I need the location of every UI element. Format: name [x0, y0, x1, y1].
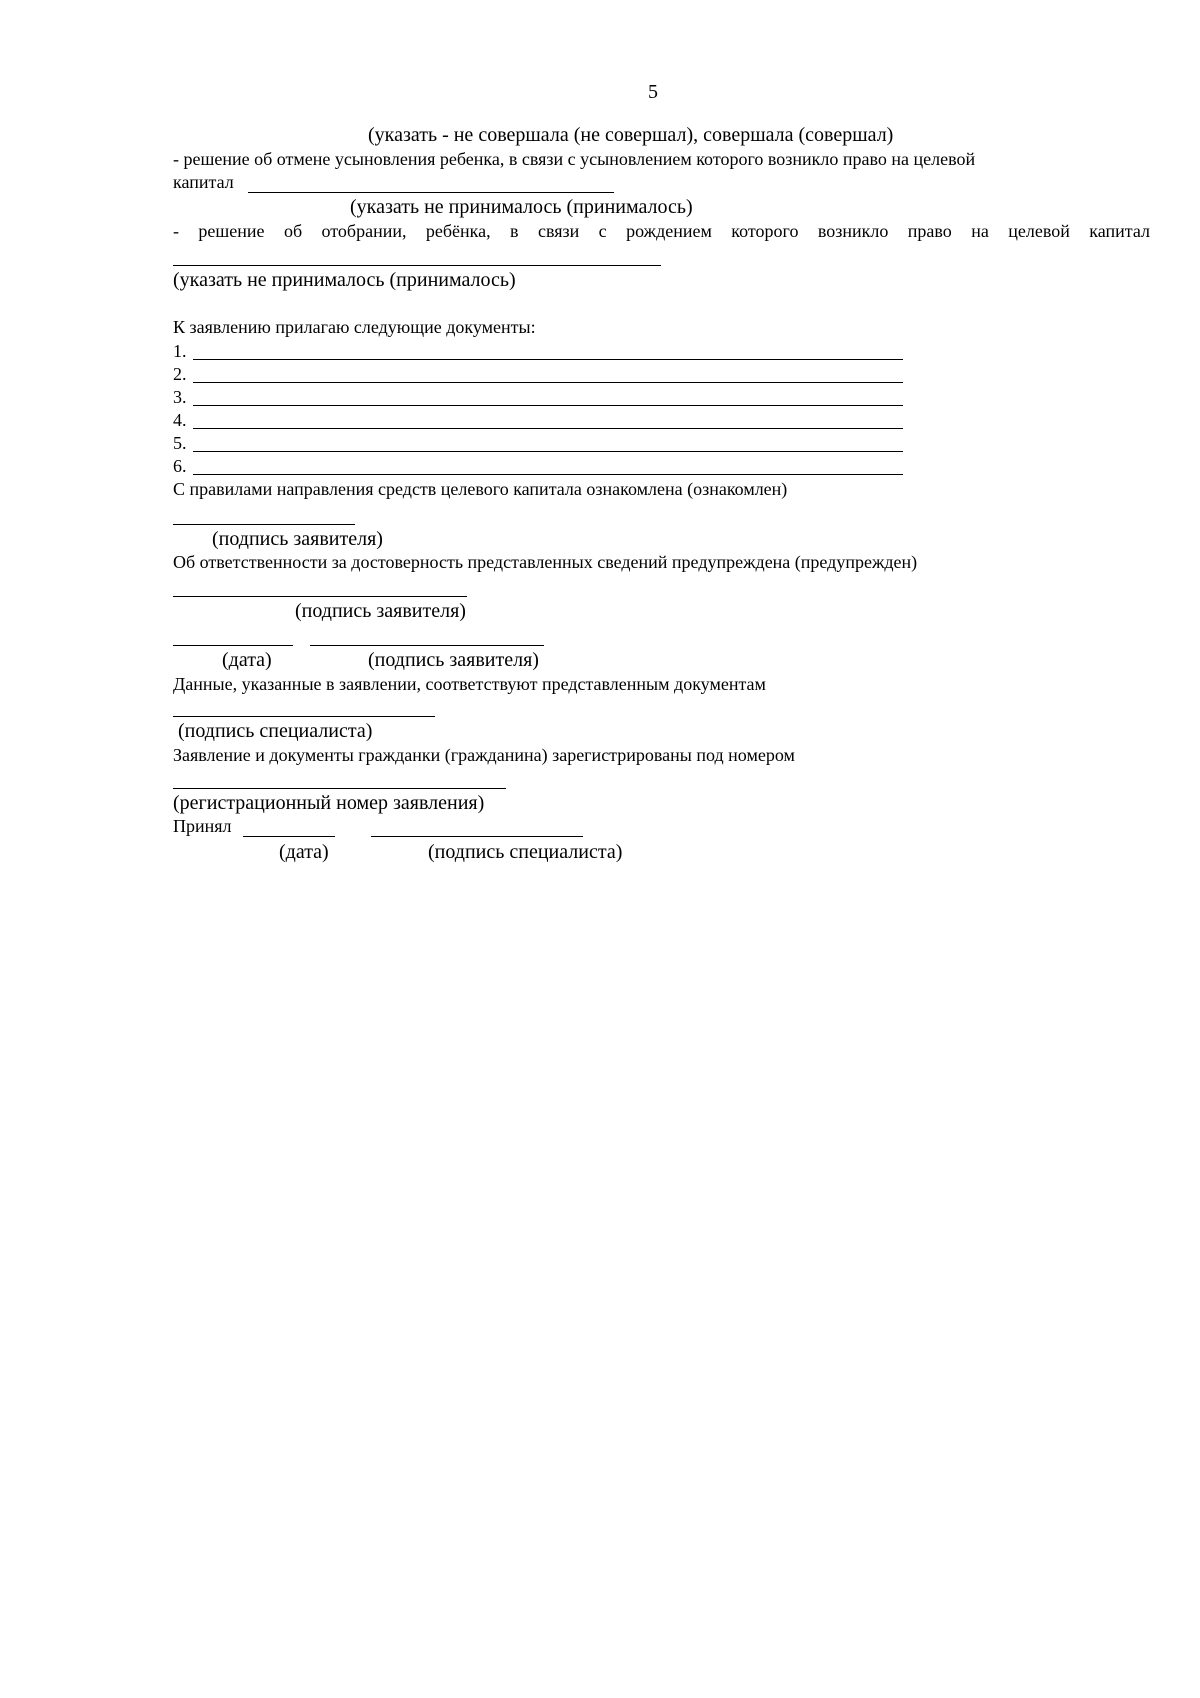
registration-number-line [173, 788, 506, 789]
document-item-line [193, 405, 903, 406]
specialist-signature-label: (подпись специалиста) [428, 841, 623, 863]
document-item-line [193, 451, 903, 452]
date-label: (дата) [279, 841, 329, 863]
applicant-signature-label: (подпись заявителя) [368, 649, 539, 671]
specialist-signature-label: (подпись специалиста) [178, 720, 373, 742]
adoption-cancel-line2-prefix: капитал [173, 172, 234, 192]
child-removal-line: - решение об отобрании, ребёнка, в связи с рождением которого возникло право на целевой капитал [173, 221, 1150, 241]
child-removal-hint: (указать не принималось (принималось) [173, 269, 516, 291]
page-number: 5 [648, 81, 658, 103]
hint-committed: (указать - не совершала (не совершал), совершала (совершал) [368, 124, 894, 146]
signature-line [310, 645, 544, 646]
signature-line [173, 596, 467, 597]
date-line [173, 645, 293, 646]
document-item-number: 6. [173, 456, 187, 476]
date-label: (дата) [222, 649, 272, 671]
applicant-signature-label: (подпись заявителя) [212, 528, 383, 550]
date-line [243, 836, 335, 837]
document-item-line [193, 428, 903, 429]
document-item-number: 2. [173, 364, 187, 384]
document-item-line [193, 474, 903, 475]
document-item-line [193, 359, 903, 360]
adoption-cancel-hint: (указать не принималось (принималось) [350, 196, 693, 218]
document-item-number: 4. [173, 410, 187, 430]
signature-line [173, 716, 435, 717]
child-removal-blank-line [173, 265, 661, 266]
adoption-cancel-blank-line [248, 192, 614, 193]
signature-line [173, 524, 355, 525]
documents-heading: К заявлению прилагаю следующие документы: [173, 317, 536, 337]
applicant-signature-label: (подпись заявителя) [295, 600, 466, 622]
registration-statement: Заявление и документы гражданки (гражданина) зарегистрированы под номером [173, 745, 795, 765]
data-match-statement: Данные, указанные в заявлении, соответствуют представленным документам [173, 674, 766, 694]
accepted-label: Принял [173, 816, 232, 836]
document-item-number: 3. [173, 387, 187, 407]
document-item-number: 1. [173, 341, 187, 361]
registration-number-label: (регистрационный номер заявления) [173, 792, 485, 814]
responsibility-acknowledgement: Об ответственности за достоверность представленных сведений предупреждена (предупрежден) [173, 552, 918, 572]
document-item-line [193, 382, 903, 383]
rules-acknowledgement: С правилами направления средств целевого капитала ознакомлена (ознакомлен) [173, 479, 788, 499]
signature-line [371, 836, 583, 837]
adoption-cancel-line1: - решение об отмене усыновления ребенка, в связи с усыновлением которого возникло право на целевой [173, 149, 976, 169]
document-item-number: 5. [173, 433, 187, 453]
